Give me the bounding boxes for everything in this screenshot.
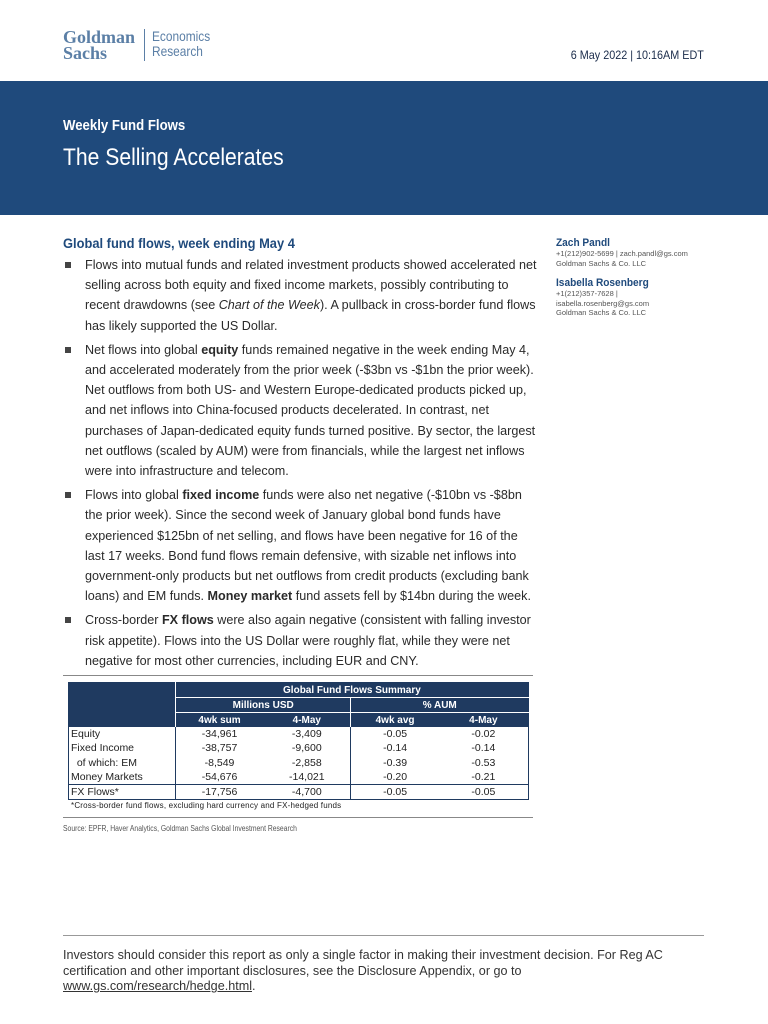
- bullet-text: Cross-border: [85, 613, 162, 628]
- footer-end: .: [252, 979, 256, 993]
- goldman-sachs-logo: [63, 29, 221, 61]
- author-1: [556, 237, 716, 268]
- author-name: Zach Pandl: [556, 237, 610, 249]
- logo-line-1: Goldman: [63, 27, 136, 47]
- table-cell: -8,549: [204, 756, 235, 769]
- bullet-italic: Chart of the Week: [218, 298, 320, 313]
- disclosure-footer: [63, 948, 713, 995]
- table-cell: -0.20: [383, 770, 408, 783]
- author-firm: Goldman Sachs & Co. LLC: [556, 258, 647, 268]
- bullet-text: Flows into mutual funds and related investment products showed accelerated net selling across both equity and fixed income markets, possibly contributing to recent drawdowns (see: [85, 258, 537, 313]
- author-firm: Goldman Sachs & Co. LLC: [556, 308, 647, 317]
- table-row: [69, 741, 529, 755]
- table-cell: -34,961: [201, 728, 238, 740]
- table-cell: -38,757: [201, 742, 238, 755]
- author-name: Isabella Rosenberg: [556, 277, 649, 289]
- table-title: Global Fund Flows Summary: [175, 683, 528, 698]
- series-name: Weekly Fund Flows: [63, 117, 186, 134]
- disclosure-link[interactable]: www.gs.com/research/hedge.html: [63, 979, 252, 993]
- row-label: FX Flows*: [69, 785, 176, 800]
- table-row: [69, 756, 529, 770]
- author-email: isabella.rosenberg@gs.com: [556, 298, 650, 308]
- bullet-marker: [65, 347, 71, 353]
- fund-flows-table-block: [63, 675, 533, 818]
- column-header: 4wk avg: [351, 713, 439, 728]
- bullet-list: [63, 255, 538, 675]
- column-header: 4wk sum: [175, 713, 263, 728]
- bullet-item: [63, 340, 538, 481]
- table-cell: -0.14: [471, 742, 496, 755]
- table-bottom-rule: [63, 817, 533, 818]
- table-cell: -17,756: [175, 785, 263, 800]
- table-cell: -14,021: [263, 770, 351, 785]
- bullet-text: funds were also net negative (-$10bn vs -$8bn the prior week). Since the second week of January global bond funds have experienced $125bn of net selling, and flows have been negative for 16 of the last 17 weeks. Bond fund flows remain defensive, with sizable net inflows into government-only products but net outflows from credit products (excluding bank loans) and EM funds.: [85, 488, 529, 604]
- bullet-text: funds remained negative in the week ending May 4, and accelerated moderately from the prior week (-$3bn vs -$1bn the prior week). Net outflows from both US- and Western Europe-dedicated products picked up, and net inflows into China-focused products decelerated. In contrast, net purchases of Japan-dedicated equity funds turned positive. By sector, the largest net outflows (scaled by AUM) were from financials, while the largest net inflows were into infrastructure and telecom.: [85, 342, 536, 479]
- source-note: Source: EPFR, Haver Analytics, Goldman Sachs Global Investment Research: [63, 824, 297, 833]
- bullet-emphasis: Money market: [207, 589, 293, 604]
- author-block: [556, 237, 716, 318]
- section-heading: Global fund flows, week ending May 4: [63, 235, 295, 251]
- author-2: [556, 277, 716, 318]
- table-top-rule: [63, 675, 533, 676]
- logo-divider: [144, 29, 145, 61]
- fund-flows-table: [68, 682, 529, 800]
- table-cell: -4,700: [263, 785, 351, 800]
- division-name: [152, 29, 210, 59]
- group-header-usd: Millions USD: [175, 698, 351, 713]
- column-header: 4-May: [263, 713, 351, 728]
- footer-text: Investors should consider this report as only a single factor in making their investment decision. For Reg AC certification and other important disclosures, see the Disclosure Appendix, or go to: [63, 948, 663, 978]
- table-row: [69, 785, 529, 800]
- row-label: Money Markets: [69, 770, 176, 785]
- table-cell: -0.53: [471, 756, 496, 769]
- table-cell: -2,858: [263, 756, 351, 770]
- division-line-1: Economics: [152, 28, 211, 44]
- bullet-text: were also again negative (consistent with falling investor risk appetite). Flows into the US Dollar were roughly flat, while they were net negative for most other currencies, including EUR and CNY.: [85, 613, 531, 668]
- table-cell: -54,676: [201, 770, 238, 783]
- column-header: 4-May: [439, 713, 529, 728]
- row-label: Fixed Income: [69, 741, 176, 755]
- table-cell: -0.02: [471, 728, 496, 740]
- author-contact: +1(212)357-7628 |: [556, 289, 618, 298]
- bullet-text: fund assets fell by $14bn during the week.: [292, 589, 531, 604]
- bullet-marker: [65, 262, 71, 268]
- logo-wordmark: [63, 29, 135, 61]
- bullet-text: Flows into global: [85, 488, 183, 503]
- bullet-item: [63, 255, 538, 336]
- bullet-item: [63, 485, 538, 606]
- table-row: [69, 727, 529, 741]
- table-cell: -0.21: [471, 770, 496, 783]
- table-body: [69, 727, 529, 800]
- logo-line-2: Sachs: [63, 43, 108, 63]
- row-label: of which: EM: [69, 756, 176, 770]
- row-label: Equity: [69, 727, 176, 741]
- table-footnote: *Cross-border fund flows, excluding hard currency and FX-hedged funds: [71, 801, 342, 811]
- table-corner: [69, 683, 176, 728]
- author-contact: +1(212)902-5699 | zach.pandl@gs.com: [556, 249, 688, 258]
- bullet-item: [63, 610, 538, 671]
- bullet-marker: [65, 617, 71, 623]
- table-cell: -0.05: [383, 728, 408, 740]
- table-cell: -0.14: [383, 742, 408, 755]
- bullet-emphasis: equity: [201, 342, 239, 357]
- report-title: The Selling Accelerates: [63, 144, 284, 171]
- group-header-aum: % AUM: [351, 698, 529, 713]
- bullet-text: Net flows into global: [85, 342, 202, 357]
- bullet-emphasis: FX flows: [161, 613, 214, 628]
- table-cell: -3,409: [263, 727, 351, 741]
- table-row: [69, 770, 529, 785]
- bullet-text: ). A pullback in cross-border fund flows has likely supported the US Dollar.: [85, 298, 536, 333]
- table-cell: -0.05: [351, 785, 439, 800]
- bullet-emphasis: fixed income: [182, 488, 260, 503]
- table-cell: -0.05: [439, 785, 529, 800]
- division-line-2: Research: [152, 43, 203, 59]
- bullet-marker: [65, 492, 71, 498]
- footer-divider: [63, 935, 704, 936]
- table-cell: -9,600: [263, 741, 351, 755]
- table-cell: -0.39: [383, 756, 408, 769]
- publish-date: 6 May 2022 | 10:16AM EDT: [570, 48, 704, 62]
